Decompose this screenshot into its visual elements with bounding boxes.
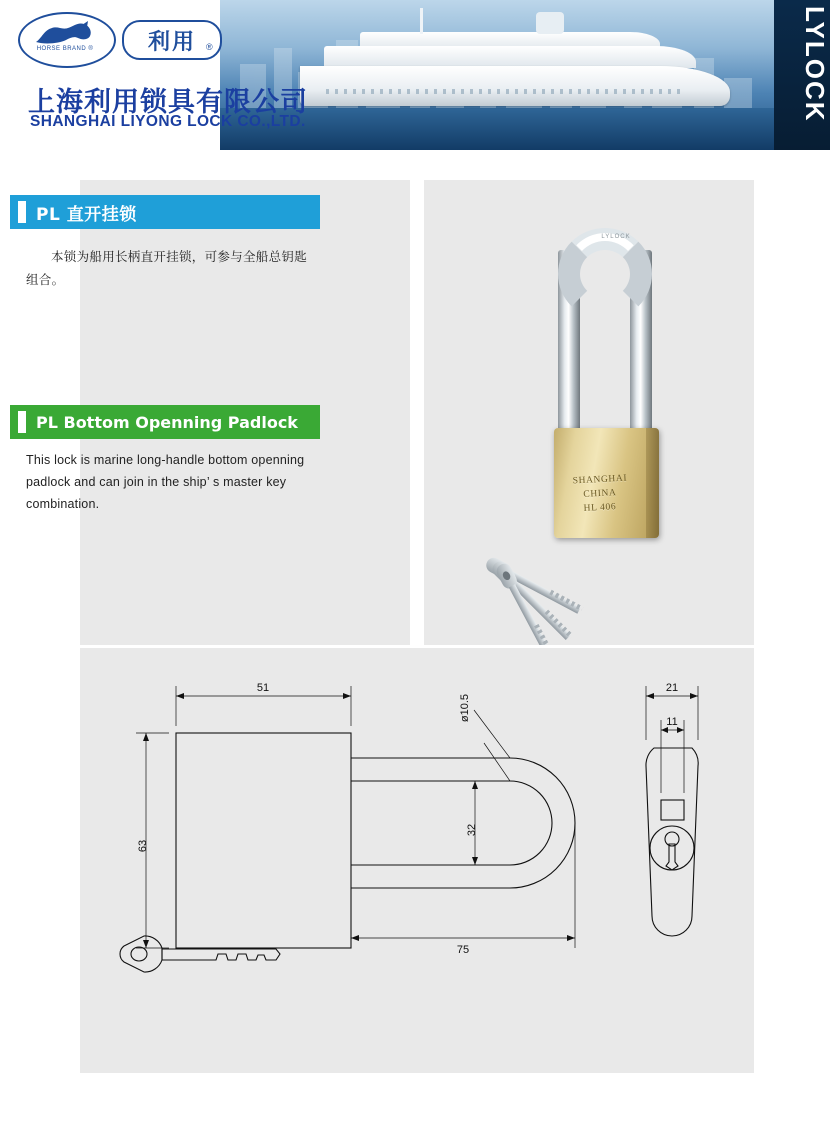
brand-side-label: LYLOCK — [800, 6, 830, 123]
dim-shackle-clearance: 32 — [466, 823, 478, 837]
company-logo — [18, 12, 218, 68]
padlock-shackle — [552, 228, 664, 440]
registered-mark: ® — [206, 42, 213, 52]
logo-brand-subtext: HORSE BRAND ® — [36, 46, 94, 52]
padlock-engraving-line3: HL 406 — [583, 502, 617, 514]
dim-side-inner: 11 — [666, 716, 678, 728]
header-photo — [220, 0, 830, 150]
product-title-en: PL Bottom Openning Padlock — [36, 412, 298, 432]
dim-overall-length: 75 — [456, 944, 470, 956]
dim-body-height: 63 — [137, 839, 149, 853]
logo-wordmark: 利用 — [122, 20, 222, 60]
product-description-cn: 本锁为船用长柄直开挂锁，可参与全船总钥匙组合。 — [26, 249, 308, 288]
dim-body-width: 51 — [256, 682, 270, 694]
product-description-en: This lock is marine long-handle bottom openning padlock and can join in the ship’ s master key combination. — [26, 453, 305, 511]
title-accent-bar-en — [18, 411, 26, 433]
dim-side-width: 21 — [665, 682, 679, 694]
dim-shackle-diameter: ø10.5 — [459, 693, 471, 723]
padlock-body-edge — [646, 428, 659, 538]
company-name-en: SHANGHAI LIYONG LOCK CO.,LTD. — [30, 113, 306, 130]
page-header — [0, 0, 830, 150]
padlock-engraving-line1: SHANGHAI — [572, 473, 628, 487]
key-set — [486, 510, 636, 640]
title-accent-bar — [18, 201, 26, 223]
company-name-cn: 上海利用锁具有限公司 — [28, 87, 308, 118]
product-title-cn: PL 直开挂锁 — [36, 204, 137, 225]
product-title-en-bar — [10, 405, 320, 439]
technical-drawing — [80, 648, 754, 1073]
padlock-engraving-line2: CHINA — [583, 488, 617, 500]
shackle-engraving: LYLOCK — [601, 234, 631, 240]
padlock-photo — [424, 180, 754, 645]
cruise-ship-illustration — [300, 20, 730, 120]
brand-side-strip — [774, 0, 830, 150]
horse-icon — [32, 20, 98, 46]
product-title-cn-bar — [10, 195, 320, 229]
